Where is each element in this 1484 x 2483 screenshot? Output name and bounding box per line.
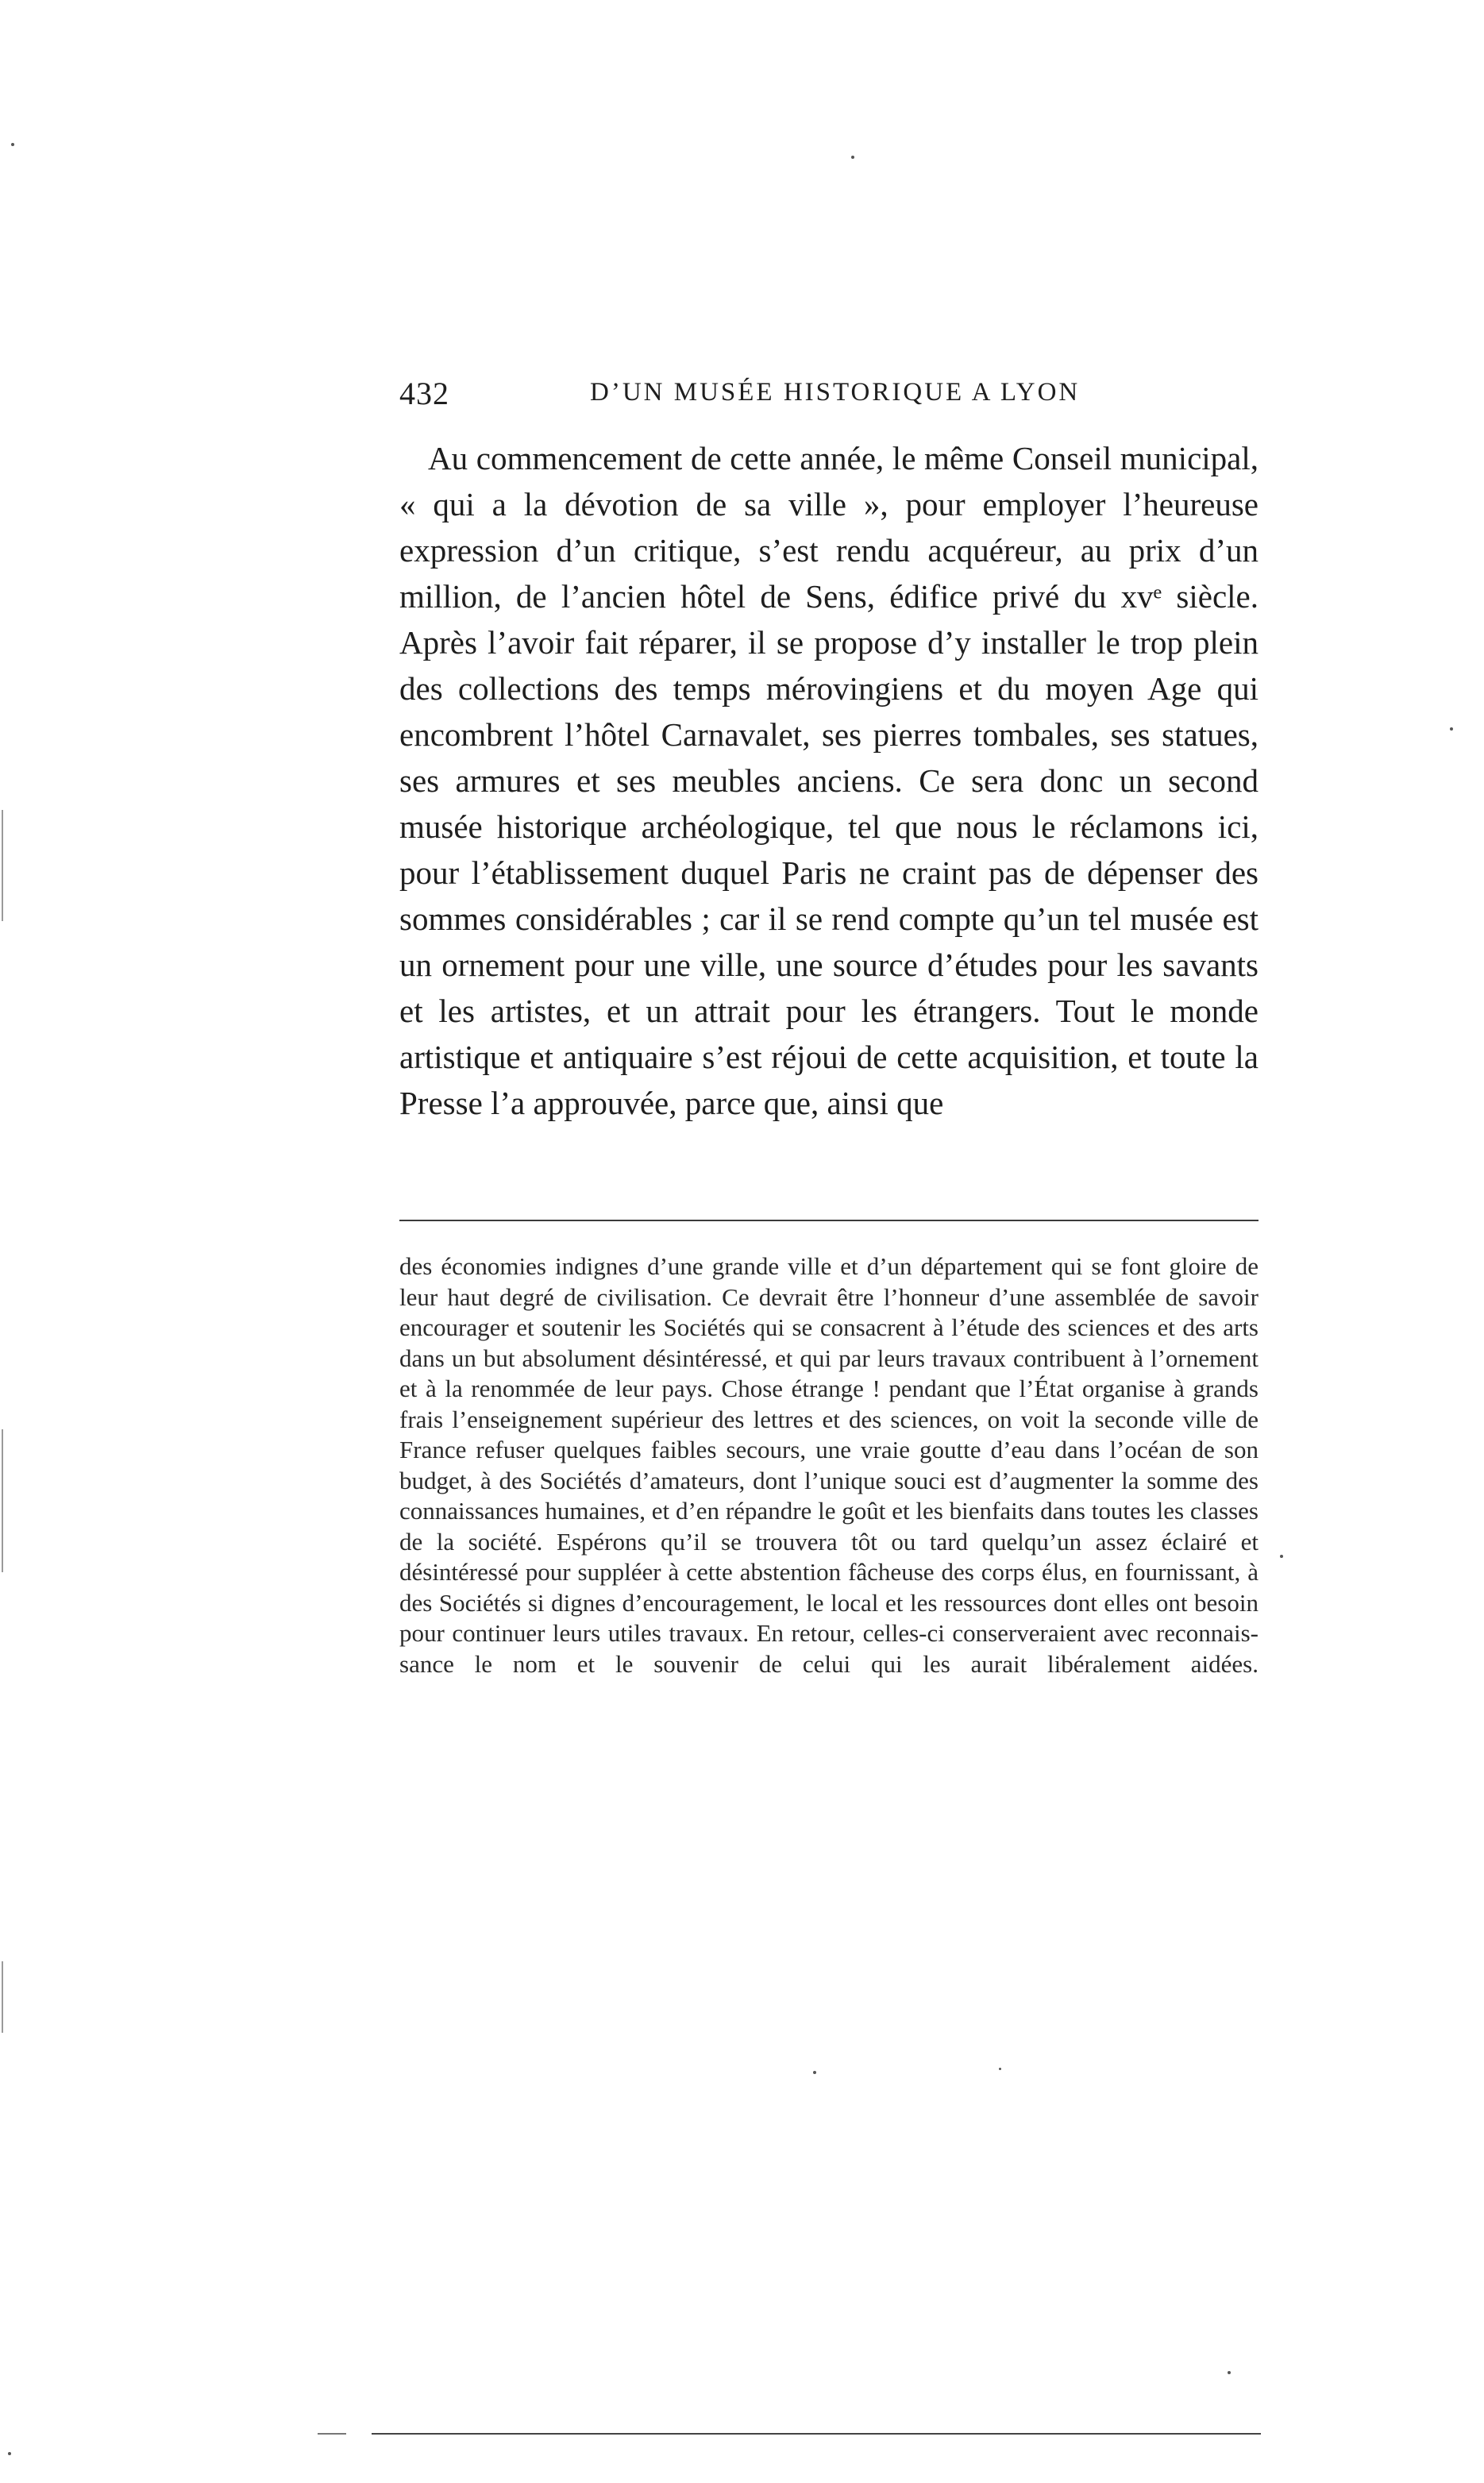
scan-edge-mark bbox=[2, 1429, 3, 1572]
scan-speck bbox=[851, 156, 854, 159]
scan-edge-mark bbox=[2, 810, 3, 921]
scan-edge-mark bbox=[2, 1961, 3, 2033]
footnote-separator bbox=[399, 1220, 1259, 1221]
bottom-rule bbox=[372, 2433, 1261, 2435]
bottom-rule-fragment bbox=[318, 2433, 346, 2435]
footnote: des économies indignes d’une grande ville et d’un département qui se font gloire de leur haut degré de civilisation. Ce devrait être l’honneur d’une assemblée de savoir encourager et soutenir les Sociétés qui se consacrent à l’étude des sciences et des arts dans un but absolument désintéressé, et qui par leurs travaux contribuent à l’ornement et à la renommée de leur pays. Chose étrange ! pendant que l’État organise à grands frais l’enseignement supérieur des lettres et des sciences, on voit la seconde ville de France refuser quelques faibles secours, une vraie goutte d’eau dans l’océan de son budget, à des Sociétés d’amateurs, dont l’unique souci est d’augmenter la somme des connaissances humaines, et d’en répandre le goût et les bienfaits dans toutes les classes de la société. Espérons qu’il se trouvera tôt ou tard quelqu’un assez éclairé et désintéressé pour suppléer à cette abstention fâcheuse des corps élus, en fournissant, à des Sociétés si dignes d’encouragement, le local et les ressources dont elles ont besoin pour continuer leurs utiles travaux. En retour, celles-ci conserveraient avec reconnaissance le nom et le souvenir de celui qui les aurait libéralement aidées. bbox=[399, 1252, 1259, 1678]
scan-speck bbox=[1228, 2371, 1231, 2374]
scan-speck bbox=[813, 2071, 816, 2074]
scan-speck bbox=[8, 2452, 11, 2455]
running-title: D’UN MUSÉE HISTORIQUE A LYON bbox=[590, 378, 1081, 407]
body-paragraph: Au commencement de cette année, le même Conseil municipal, « qui a la dévotion de sa ville », pour employer l’heureuse expression d’un critique, s’est rendu acquéreur, au prix d’un million, de l’ancien hôtel de Sens, édifice privé du xvᵉ siècle. Après l’avoir fait réparer, il se propose d’y installer le trop plein des collections des temps mérovingiens et du moyen Age qui encombrent l’hôtel Carnavalet, ses pierres tombales, ses statues, ses armures et ses meubles anciens. Ce sera donc un second musée historique archéologique, tel que nous le réclamons ici, pour l’établissement duquel Paris ne craint pas de dépenser des sommes considérables ; car il se rend compte qu’un tel musée est un ornement pour une ville, une source d’études pour les savants et les artistes, et un attrait pour les étrangers. Tout le monde artistique et antiquaire s’est réjoui de cette acquisition, et toute la Presse l’a approuvée, parce que, ainsi que bbox=[399, 440, 1259, 1121]
scan-speck bbox=[999, 2068, 1001, 2070]
page-header bbox=[399, 372, 1259, 419]
scan-speck bbox=[1280, 1555, 1283, 1558]
scan-speck bbox=[1450, 727, 1453, 731]
page-number: 432 bbox=[399, 376, 449, 411]
scan-speck bbox=[11, 143, 14, 146]
